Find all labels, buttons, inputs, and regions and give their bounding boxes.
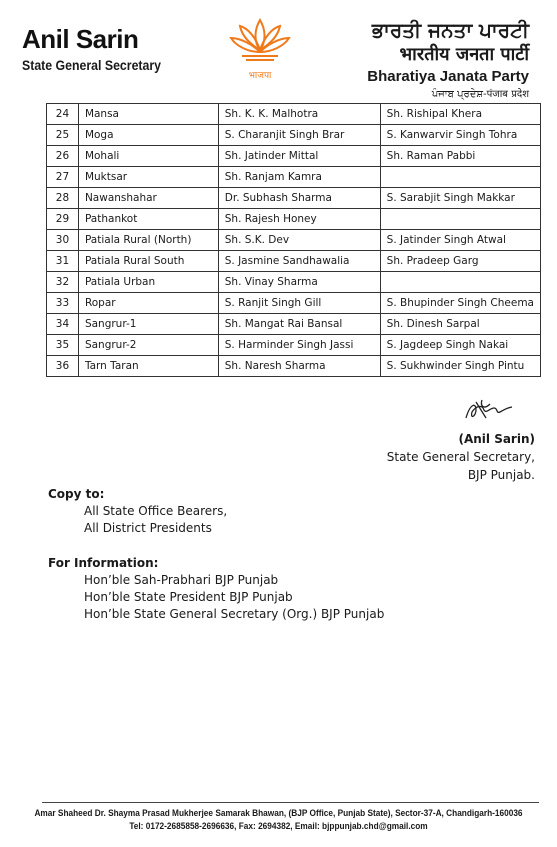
incharge-cell: Sh. Rishipal Khera xyxy=(380,104,540,125)
incharge-cell: S. Bhupinder Singh Cheema xyxy=(380,293,540,314)
president-cell: S. Charanjit Singh Brar xyxy=(218,125,380,146)
president-cell: Sh. Jatinder Mittal xyxy=(218,146,380,167)
president-cell: S. Jasmine Sandhawalia xyxy=(218,251,380,272)
bjp-lotus-logo xyxy=(228,14,292,86)
incharge-cell: S. Jagdeep Singh Nakai xyxy=(380,335,540,356)
copy-to-heading: Copy to: xyxy=(48,487,105,501)
signatory-designation: State General Secretary, xyxy=(386,450,535,464)
row-number: 31 xyxy=(47,251,79,272)
district-cell: Mohali xyxy=(78,146,218,167)
table-row xyxy=(47,230,541,251)
president-cell: Sh. Naresh Sharma xyxy=(218,356,380,377)
footer-divider xyxy=(42,802,539,803)
incharge-cell: S. Sukhwinder Singh Pintu xyxy=(380,356,540,377)
footer xyxy=(22,807,534,833)
for-information-item: Hon’ble State General Secretary (Org.) BJP Punjab xyxy=(84,607,385,621)
district-cell: Mansa xyxy=(78,104,218,125)
logo-caption: भाजपा xyxy=(248,71,272,81)
president-cell: Sh. Mangat Rai Bansal xyxy=(218,314,380,335)
signatory-block xyxy=(387,430,535,484)
signatory-name: (Anil Sarin) xyxy=(458,432,535,446)
district-cell: Pathankot xyxy=(78,209,218,230)
table-row xyxy=(47,125,541,146)
signatory-org: BJP Punjab. xyxy=(467,468,535,482)
table-row xyxy=(47,356,541,377)
row-number: 25 xyxy=(47,125,79,146)
row-number: 36 xyxy=(47,356,79,377)
president-cell: Sh. S.K. Dev xyxy=(218,230,380,251)
row-number: 29 xyxy=(47,209,79,230)
row-number: 26 xyxy=(47,146,79,167)
president-cell: Sh. Rajesh Honey xyxy=(218,209,380,230)
district-cell: Tarn Taran xyxy=(78,356,218,377)
table-row xyxy=(47,251,541,272)
district-cell: Patiala Rural South xyxy=(78,251,218,272)
president-cell: Sh. Vinay Sharma xyxy=(218,272,380,293)
incharge-cell: S. Sarabjit Singh Makkar xyxy=(380,188,540,209)
row-number: 35 xyxy=(47,335,79,356)
party-name-punjabi: ਭਾਰਤੀ ਜਨਤਾ ਪਾਰਟੀ xyxy=(371,18,529,42)
table-row xyxy=(47,188,541,209)
table-row xyxy=(47,146,541,167)
table-row xyxy=(47,272,541,293)
copy-to-item: All State Office Bearers, xyxy=(84,504,228,518)
footer-contact: Tel: 0172-2685858-2696636, Fax: 2694382, Email: bjppunjab.chd@gmail.com xyxy=(129,821,428,831)
row-number: 30 xyxy=(47,230,79,251)
table-row xyxy=(47,167,541,188)
table-row xyxy=(47,209,541,230)
row-number: 34 xyxy=(47,314,79,335)
district-cell: Moga xyxy=(78,125,218,146)
for-information-item: Hon’ble Sah-Prabhari BJP Punjab xyxy=(84,573,279,587)
incharge-cell xyxy=(380,167,540,188)
incharge-cell: S. Kanwarvir Singh Tohra xyxy=(380,125,540,146)
president-cell: Sh. K. K. Malhotra xyxy=(218,104,380,125)
row-number: 32 xyxy=(47,272,79,293)
party-unit: ਪੰਜਾਬ ਪ੍ਰਦੇਸ਼-पंजाब प्रदेश xyxy=(431,89,529,100)
incharge-cell: Sh. Dinesh Sarpal xyxy=(380,314,540,335)
row-number: 24 xyxy=(47,104,79,125)
district-cell: Muktsar xyxy=(78,167,218,188)
district-cell: Nawanshahar xyxy=(78,188,218,209)
district-cell: Sangrur-1 xyxy=(78,314,218,335)
president-cell: Dr. Subhash Sharma xyxy=(218,188,380,209)
incharge-cell: Sh. Pradeep Garg xyxy=(380,251,540,272)
incharge-cell: Sh. Raman Pabbi xyxy=(380,146,540,167)
incharge-cell xyxy=(380,272,540,293)
footer-address: Amar Shaheed Dr. Shayma Prasad Mukherjee Samarak Bhawan, (BJP Office, Punjab State), Sector-37-A, Chandigarh-160036 xyxy=(34,808,523,818)
table-row xyxy=(47,314,541,335)
copy-to-item: All District Presidents xyxy=(84,521,212,535)
district-cell: Patiala Urban xyxy=(78,272,218,293)
handwritten-signature xyxy=(462,398,517,424)
district-cell: Ropar xyxy=(78,293,218,314)
district-table xyxy=(46,103,541,377)
president-cell: S. Ranjit Singh Gill xyxy=(218,293,380,314)
table-row xyxy=(47,335,541,356)
table-row xyxy=(47,293,541,314)
sender-name: Anil Sarin xyxy=(22,24,139,54)
party-name-english: Bharatiya Janata Party xyxy=(367,68,529,85)
party-letterhead xyxy=(367,18,529,100)
row-number: 27 xyxy=(47,167,79,188)
letterhead-sender xyxy=(22,24,180,73)
district-cell: Sangrur-2 xyxy=(78,335,218,356)
party-name-hindi: भारतीय जनता पार्टी xyxy=(399,44,529,65)
copy-to-section xyxy=(48,486,227,537)
president-cell: S. Harminder Singh Jassi xyxy=(218,335,380,356)
president-cell: Sh. Ranjam Kamra xyxy=(218,167,380,188)
for-information-item: Hon’ble State President BJP Punjab xyxy=(84,590,293,604)
table-row xyxy=(47,104,541,125)
incharge-cell xyxy=(380,209,540,230)
row-number: 33 xyxy=(47,293,79,314)
district-cell: Patiala Rural (North) xyxy=(78,230,218,251)
row-number: 28 xyxy=(47,188,79,209)
incharge-cell: S. Jatinder Singh Atwal xyxy=(380,230,540,251)
for-information-section xyxy=(48,555,384,623)
for-information-heading: For Information: xyxy=(48,556,159,570)
sender-title: State General Secretary xyxy=(22,57,162,73)
